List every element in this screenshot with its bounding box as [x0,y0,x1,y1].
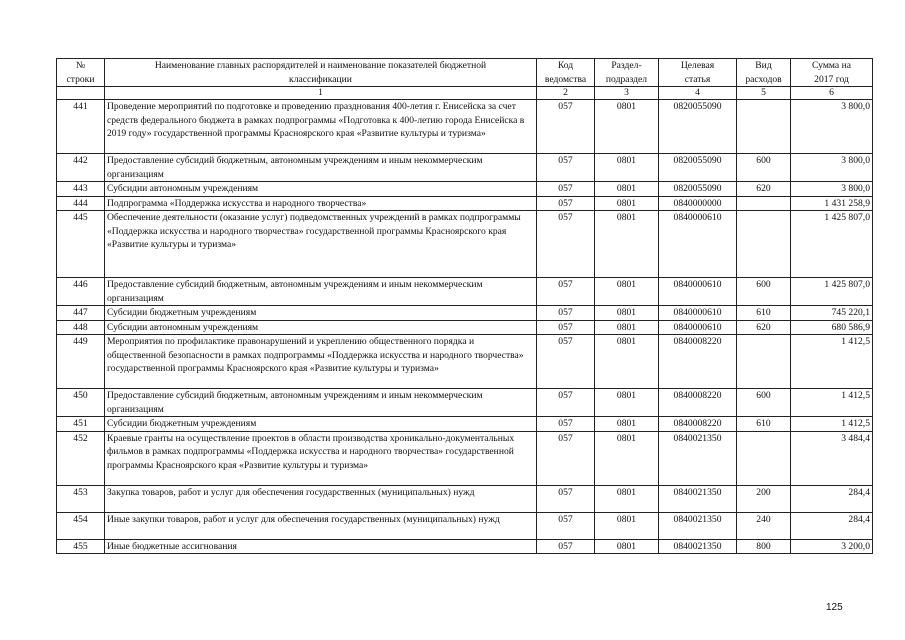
row-target-article: 0840008220 [659,335,737,389]
row-target-article: 0820055090 [659,100,737,154]
row-dept-code: 057 [537,539,595,554]
row-number: 449 [57,335,105,389]
row-expense-kind [737,100,791,154]
row-expense-kind: 600 [737,389,791,417]
row-number: 447 [57,306,105,321]
row-expense-kind: 620 [737,182,791,197]
table-row [57,320,873,335]
row-expense-kind [737,335,791,389]
page-number: 125 [826,602,843,613]
row-section: 0801 [595,306,659,321]
row-dept-code: 057 [537,335,595,389]
table-row [57,417,873,432]
row-dept-code: 057 [537,196,595,211]
row-target-article: 0840008220 [659,417,737,432]
row-sum: 1 412,5 [791,335,873,389]
row-dept-code: 057 [537,182,595,197]
table-body [57,100,873,554]
row-name: Закупка товаров, работ и услуг для обеспечения государственных (муниципальных) нужд [105,485,537,512]
row-target-article: 0820055090 [659,182,737,197]
row-sum: 1 412,5 [791,389,873,417]
row-sum: 1 425 807,0 [791,278,873,306]
budget-table [56,58,873,554]
row-sum: 3 200,0 [791,539,873,554]
row-dept-code: 057 [537,417,595,432]
table-row [57,211,873,278]
table-row [57,485,873,512]
row-number: 451 [57,417,105,432]
row-dept-code: 057 [537,154,595,182]
row-target-article: 0820055090 [659,154,737,182]
row-expense-kind [737,196,791,211]
row-dept-code: 057 [537,100,595,154]
table-row [57,389,873,417]
table-row [57,539,873,554]
row-name: Субсидии автономным учреждениям [105,182,537,197]
table-row [57,182,873,197]
row-section: 0801 [595,154,659,182]
column-index: 3 [595,87,659,100]
row-number: 450 [57,389,105,417]
row-number: 446 [57,278,105,306]
column-index: 6 [791,87,873,100]
column-index: 2 [537,87,595,100]
row-number: 453 [57,485,105,512]
row-name: Подпрограмма «Поддержка искусства и народного творчества» [105,196,537,211]
table-row [57,154,873,182]
row-target-article: 0840000610 [659,278,737,306]
row-sum: 3 484,4 [791,431,873,485]
row-number: 454 [57,512,105,539]
row-name: Иные бюджетные ассигнования [105,539,537,554]
row-dept-code: 057 [537,389,595,417]
row-section: 0801 [595,512,659,539]
row-section: 0801 [595,539,659,554]
row-dept-code: 057 [537,431,595,485]
row-section: 0801 [595,182,659,197]
row-name: Субсидии бюджетным учреждениям [105,417,537,432]
row-section: 0801 [595,196,659,211]
row-target-article: 0840000610 [659,320,737,335]
row-number: 442 [57,154,105,182]
row-sum: 1 412,5 [791,417,873,432]
row-expense-kind: 600 [737,154,791,182]
row-sum: 284,4 [791,485,873,512]
header-row-number: № строки [57,59,105,87]
row-dept-code: 057 [537,485,595,512]
row-name: Предоставление субсидий бюджетным, автономным учреждениям и иным некоммерческим организациям [105,389,537,417]
row-dept-code: 057 [537,320,595,335]
row-sum: 284,4 [791,512,873,539]
row-expense-kind: 610 [737,417,791,432]
row-expense-kind: 200 [737,485,791,512]
row-target-article: 0840021350 [659,512,737,539]
row-section: 0801 [595,389,659,417]
column-index: 1 [105,87,537,100]
row-name: Мероприятия по профилактике правонарушений и укреплению общественного порядка и общественной безопасности в рамках подпрограммы «Поддержка искусства и народного творчества» государственной программы Красноярского края «Развитие культуры и туризма» [105,335,537,389]
row-sum: 3 800,0 [791,182,873,197]
row-name: Обеспечение деятельности (оказание услуг) подведомственных учреждений в рамках подпрограммы «Поддержка искусства и народного творчества» государственной программы Красноярского края «Развитие культуры и туризма» [105,211,537,278]
header-name: Наименование главных распорядителей и наименование показателей бюджетной классификации [105,59,537,87]
column-index: 4 [659,87,737,100]
row-expense-kind [737,431,791,485]
row-target-article: 0840021350 [659,539,737,554]
row-expense-kind: 240 [737,512,791,539]
row-number: 441 [57,100,105,154]
row-sum: 1 425 807,0 [791,211,873,278]
row-number: 455 [57,539,105,554]
row-name: Проведение мероприятий по подготовке и проведению празднования 400-летия г. Енисейска за счет средств федерального бюджета в рамках подпрограммы «Подготовка к 400-летию города Енисейска в 2019 году» государственной программы Красноярского края «Развитие культуры и туризма» [105,100,537,154]
table-row [57,278,873,306]
header-expense-kind: Вид расходов [737,59,791,87]
row-expense-kind: 610 [737,306,791,321]
row-dept-code: 057 [537,512,595,539]
row-expense-kind: 620 [737,320,791,335]
row-expense-kind [737,211,791,278]
header-dept-code: Код ведомства [537,59,595,87]
column-index: 5 [737,87,791,100]
row-number: 448 [57,320,105,335]
row-number: 445 [57,211,105,278]
table-header [57,59,873,100]
row-name: Предоставление субсидий бюджетным, автономным учреждениям и иным некоммерческим организациям [105,278,537,306]
row-section: 0801 [595,100,659,154]
table-row [57,196,873,211]
row-dept-code: 057 [537,278,595,306]
row-name: Субсидии бюджетным учреждениям [105,306,537,321]
table-row [57,306,873,321]
row-target-article: 0840021350 [659,485,737,512]
row-target-article: 0840000000 [659,196,737,211]
row-target-article: 0840000610 [659,306,737,321]
header-sum: Сумма на 2017 год [791,59,873,87]
row-section: 0801 [595,320,659,335]
row-expense-kind: 600 [737,278,791,306]
row-sum: 1 431 258,9 [791,196,873,211]
row-section: 0801 [595,211,659,278]
row-name: Предоставление субсидий бюджетным, автономным учреждениям и иным некоммерческим организациям [105,154,537,182]
table-row [57,335,873,389]
row-sum: 3 800,0 [791,154,873,182]
row-name: Краевые гранты на осуществление проектов в области производства хроникально-документальных фильмов в рамках подпрограммы «Поддержка искусства и народного творчества» государственной программы Красноярского края «Развитие культуры и туризма» [105,431,537,485]
row-dept-code: 057 [537,211,595,278]
column-index-row [57,87,873,100]
row-name: Иные закупки товаров, работ и услуг для обеспечения государственных (муниципальных) нужд [105,512,537,539]
row-number: 443 [57,182,105,197]
row-sum: 3 800,0 [791,100,873,154]
row-number: 452 [57,431,105,485]
table-row [57,100,873,154]
row-target-article: 0840000610 [659,211,737,278]
header-section: Раздел- подраздел [595,59,659,87]
row-sum: 745 220,1 [791,306,873,321]
row-target-article: 0840021350 [659,431,737,485]
row-section: 0801 [595,431,659,485]
row-number: 444 [57,196,105,211]
row-section: 0801 [595,417,659,432]
row-section: 0801 [595,335,659,389]
row-section: 0801 [595,278,659,306]
header-target-article: Целевая статья [659,59,737,87]
row-target-article: 0840008220 [659,389,737,417]
table-row [57,512,873,539]
row-dept-code: 057 [537,306,595,321]
row-expense-kind: 800 [737,539,791,554]
row-name: Субсидии автономным учреждениям [105,320,537,335]
row-sum: 680 586,9 [791,320,873,335]
row-section: 0801 [595,485,659,512]
table-row [57,431,873,485]
